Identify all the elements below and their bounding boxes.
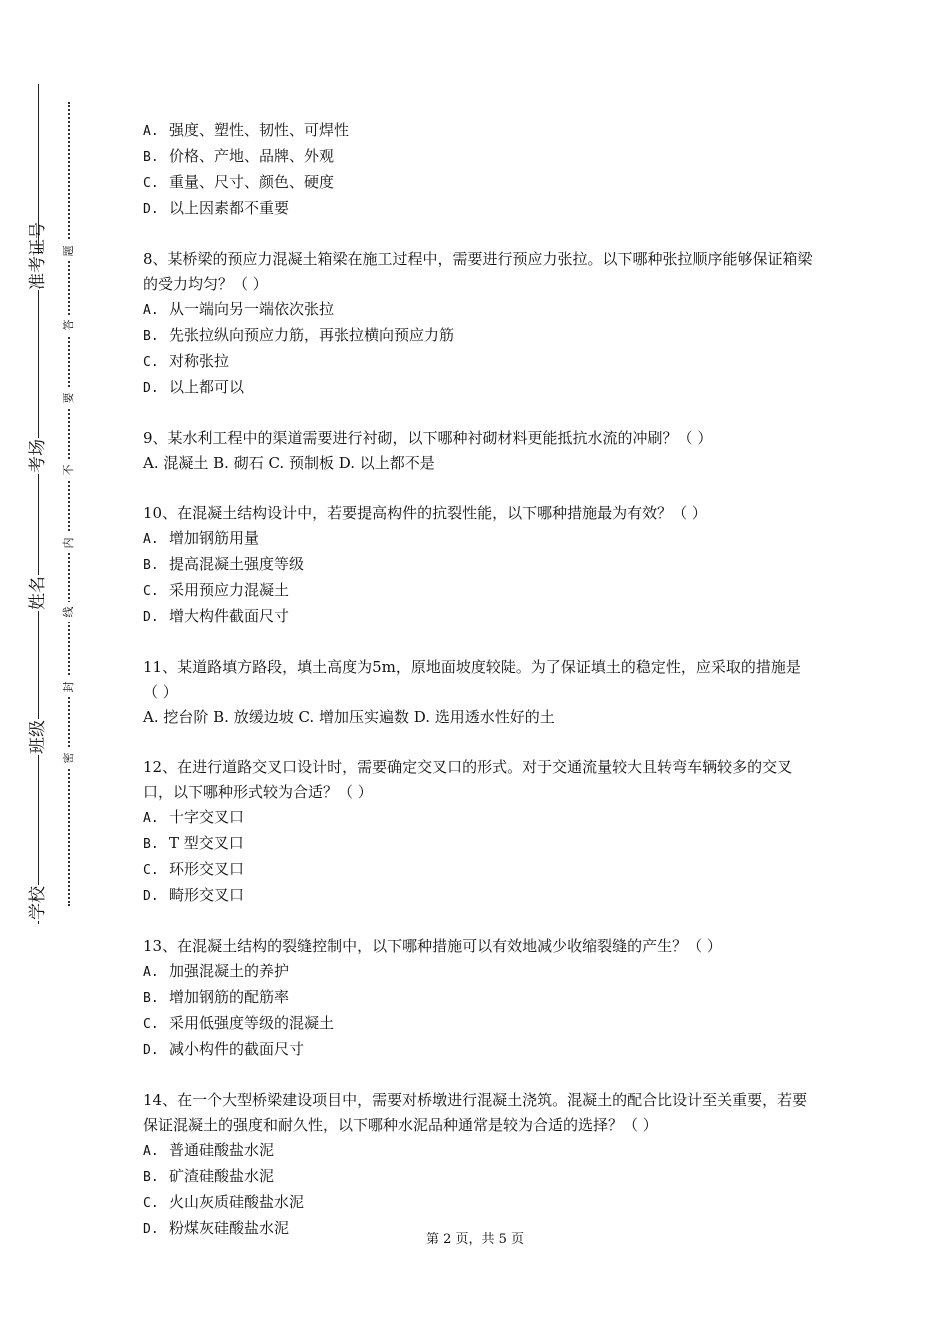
question-9 (143, 426, 813, 476)
seal-char: 要 (61, 388, 77, 408)
question-13 (143, 934, 813, 1063)
option-d: D. 粉煤灰硅酸盐水泥 (143, 1219, 290, 1237)
seal-char: 线 (61, 602, 77, 622)
question-stem: 12、在进行道路交叉口设计时，需要确定交叉口的形式。对于交通流量较大且转弯车辆较多的交叉口，以下哪种形式较为合适？（ ） (143, 758, 793, 801)
exam-number-label: 准考证号 (28, 222, 48, 290)
option-a: A. 十字交叉口 (143, 808, 245, 826)
option-d: D. 以上因素都不重要 (143, 199, 290, 217)
question-stem: 14、在一个大型桥梁建设项目中，需要对桥墩进行混凝土浇筑。混凝土的配合比设计至关重要，若要保证混凝土的强度和耐久性，以下哪种水泥品种通常是较为合适的选择？（ ） (143, 1091, 808, 1134)
inline-options: A. 混凝土 B. 砌石 C. 预制板 D. 以上都不是 (143, 454, 435, 472)
question-10 (143, 501, 813, 630)
seal-dotted-line (68, 102, 70, 906)
option-a: A. 从一端向另一端依次张拉 (143, 300, 335, 318)
seal-char: 封 (61, 677, 77, 697)
option-c: C. 重量、尺寸、颜色、硬度 (143, 173, 335, 191)
question-stem: 9、某水利工程中的渠道需要进行衬砌，以下哪种衬砌材料更能抵抗水流的冲刷？（ ） (143, 429, 713, 447)
option-a: A. 增加钢筋用量 (143, 529, 260, 547)
option-d: D. 增大构件截面尺寸 (143, 607, 290, 625)
school-label: 学校 (28, 886, 48, 920)
seal-char: 密 (61, 748, 77, 768)
binding-solid-line (38, 84, 39, 924)
question-stem: 10、在混凝土结构设计中，若要提高构件的抗裂性能，以下哪种措施最为有效？（ ） (143, 504, 707, 522)
question-8 (143, 247, 813, 401)
option-a: A. 加强混凝土的养护 (143, 962, 290, 980)
name-label: 姓名 (28, 576, 48, 610)
exam-room-label: 考场 (28, 439, 48, 473)
seal-char: 答 (61, 315, 77, 335)
option-a: A. 强度、塑性、韧性、可焊性 (143, 121, 350, 139)
seal-char: 题 (61, 241, 77, 261)
inline-options: A. 挖台阶 B. 放缓边坡 C. 增加压实遍数 D. 选用透水性好的土 (143, 708, 555, 726)
option-c: C. 对称张拉 (143, 352, 230, 370)
seal-char: 不 (61, 460, 77, 480)
question-14 (143, 1088, 813, 1242)
option-b: B. 先张拉纵向预应力筋，再张拉横向预应力筋 (143, 326, 455, 344)
question-12 (143, 755, 813, 909)
option-c: C. 采用预应力混凝土 (143, 581, 290, 599)
binding-margin (0, 0, 100, 1344)
seal-char: 内 (61, 533, 77, 553)
question-list (143, 118, 813, 1267)
option-b: B. 矿渣硅酸盐水泥 (143, 1167, 275, 1185)
option-c: C. 火山灰质硅酸盐水泥 (143, 1193, 305, 1211)
class-label: 班级 (28, 720, 48, 754)
question-stem: 11、某道路填方路段，填土高度为5m，原地面坡度较陡。为了保证填土的稳定性，应采取的措施是（ ） (143, 658, 801, 701)
page-number-footer: 第 2 页，共 5 页 (425, 1232, 525, 1247)
question-11 (143, 655, 813, 730)
option-d: D. 以上都可以 (143, 378, 245, 396)
option-a: A. 普通硅酸盐水泥 (143, 1141, 275, 1159)
option-b: B. 价格、产地、品牌、外观 (143, 147, 335, 165)
question-stem: 8、某桥梁的预应力混凝土箱梁在施工过程中，需要进行预应力张拉。以下哪种张拉顺序能够保证箱梁的受力均匀？（ ） (143, 250, 813, 293)
option-b: B. T 型交叉口 (143, 834, 244, 852)
question-7-options (143, 118, 813, 222)
option-c: C. 环形交叉口 (143, 860, 245, 878)
question-stem: 13、在混凝土结构的裂缝控制中，以下哪种措施可以有效地减少收缩裂缝的产生？（ ） (143, 937, 722, 955)
option-d: D. 畸形交叉口 (143, 886, 245, 904)
option-d: D. 减小构件的截面尺寸 (143, 1040, 305, 1058)
option-b: B. 提高混凝土强度等级 (143, 555, 305, 573)
option-c: C. 采用低强度等级的混凝土 (143, 1014, 335, 1032)
option-b: B. 增加钢筋的配筋率 (143, 988, 290, 1006)
